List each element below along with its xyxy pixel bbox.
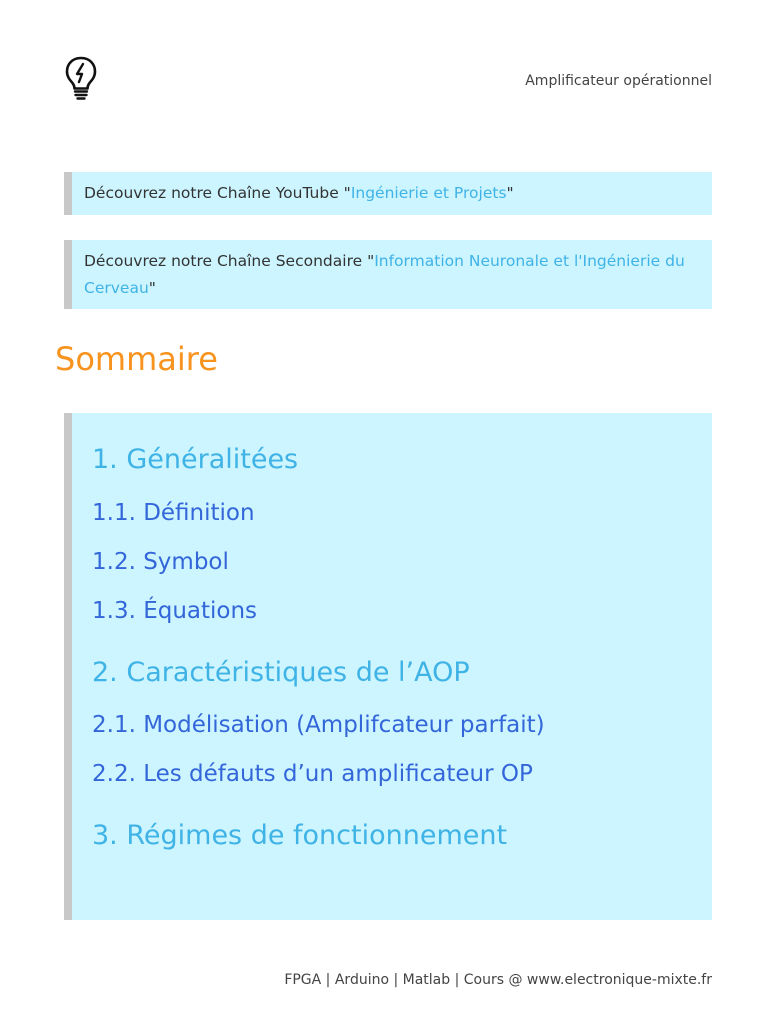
toc-item-defauts[interactable]: 2.2. Les défauts d’un amplificateur OP (92, 761, 533, 787)
toc-item-symbol[interactable]: 1.2. Symbol (92, 549, 229, 575)
youtube-channel-link[interactable]: Ingénierie et Projets (350, 184, 507, 202)
secondary-channel-link[interactable]: Information Neuronale et l'Ingénierie du Cerveau (84, 252, 685, 297)
callout-text: Découvrez notre Chaîne YouTube " (84, 184, 351, 202)
toc-item-definition[interactable]: 1.1. Définition (92, 500, 255, 526)
table-of-contents (64, 413, 712, 920)
secondary-channel-callout (64, 240, 712, 309)
toc-item-modelisation[interactable]: 2.1. Modélisation (Amplifcateur parfait) (92, 712, 545, 738)
header-title: Amplificateur opérationnel (525, 73, 712, 89)
callout-text: " (148, 279, 156, 297)
toc-item-equations[interactable]: 1.3. Équations (92, 598, 258, 624)
toc-item-regimes[interactable]: 3. Régimes de fonctionnement (92, 820, 508, 851)
footer-text: FPGA | Arduino | Matlab | Cours @ www.electronique-mixte.fr (284, 972, 712, 988)
callout-text: Découvrez notre Chaîne Secondaire " (84, 252, 375, 270)
lightbulb-icon (64, 56, 98, 100)
summary-title: Sommaire (55, 340, 218, 378)
youtube-callout (64, 172, 712, 215)
callout-text: " (506, 184, 514, 202)
toc-item-generalites[interactable]: 1. Généralitées (92, 444, 299, 475)
toc-item-caracteristiques[interactable]: 2. Caractéristiques de l’AOP (92, 657, 470, 688)
